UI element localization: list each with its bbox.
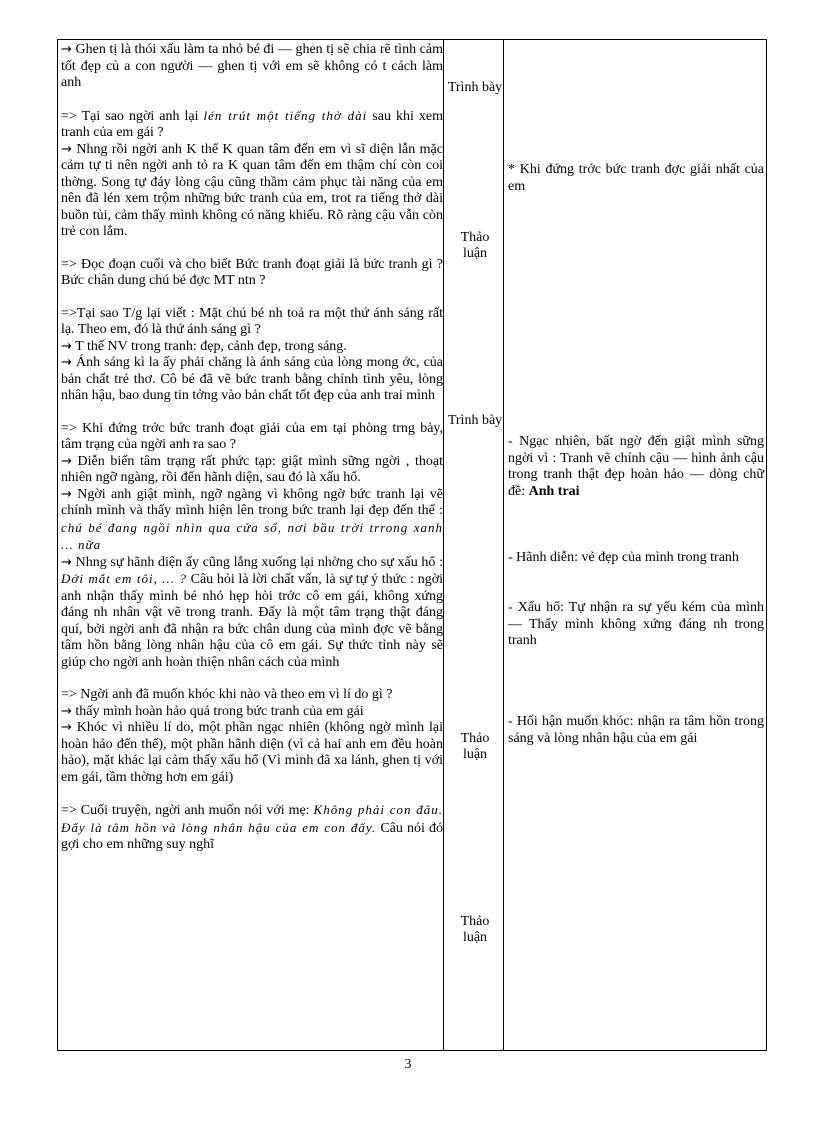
paragraph-10: → Ngời anh giật mình, ngỡ ngàng vì không ngờ bức tranh lại vẽ chính mình và thấy mình hiện lên trong bức tranh lại đẹp đến thế : chú bé đang ngồi nhìn qua cửa sổ, nơi bầu trời trrong xanh ... nữa [61,486,443,552]
paragraph-4: => Đọc đoạn cuối và cho biết Bức tranh đoạt giải là bức tranh gì ? Bức chân dung chú bé đợc MT ntn ? [61,256,443,288]
note-3: - Hãnh diễn: vẻ đẹp của mình trong tranh [508,550,739,565]
note-4: - Xấu hổ: Tự nhận ra sự yếu kém của mình — Thấy mình không xứng đáng nh trong tranh [508,600,764,648]
paragraph-13: → thấy mình hoàn hảo quá trong bức tranh của em gái [61,703,364,719]
note-2: - Ngạc nhiên, bất ngờ đến giật mình sững ngời vì : Tranh vẽ chính cậu — hình ảnh cậu trong tranh thật đẹp hoàn hảo — dòng chữ đề: Anh trai [508,434,764,499]
paragraph-6: → T thế NV trong tranh: đẹp, cảnh đẹp, trong sáng. [61,338,347,354]
column-divider-1 [443,40,444,1050]
paragraph-7: → Ánh sáng kì la ấy phải chăng là ánh sáng của lòng mong ớc, của bản chất trẻ thơ. Cô bé đã vẽ bức tranh bằng chính tình yêu, lòng nhân hậu, bao dung tin tởng vào bản chất tốt đẹp của anh trai mình [61,355,443,403]
content-table [57,39,767,1051]
paragraph-9: → Diễn biến tâm trạng rất phức tạp: giật mình sững ngời , thoạt nhiên ngỡ ngàng, rồi đến hãnh diện, sau đó là xấu hổ. [61,453,443,485]
note-1: * Khi đứng trớc bức tranh đợc giải nhất của em [508,162,764,194]
activity-label-1: Trình bày [447,80,503,95]
paragraph-15: => Cuối truyện, ngời anh muốn nói với mẹ: Không phải con đâu. Đấy là tâm hồn và lòng nhân hậu của em con đấy. Câu nói đó gợi cho em những suy nghĩ [61,802,443,852]
main-text-column [61,42,443,854]
paragraph-2: => Tại sao ngời anh lại lén trút một tiếng thở dài sau khi xem tranh của em gái ? [61,107,443,140]
paragraph-14: → Khóc vì nhiều lí do, một phần ngạc nhiên (không ngờ mình lại hoàn hảo đến thế), một phần hãnh diện (vì cả hai anh em đều hoàn hảo), mặt khác lại cảm thấy xấu hổ (Vì mình đã xa lánh, ghen tị với em gái, tầm thờng hơn em gái) [61,720,443,785]
page-number: 3 [404,1057,412,1072]
column-divider-2 [503,40,504,1050]
paragraph-1: → Ghen tị là thói xấu làm ta nhỏ bé đi — ghen tị sẽ chia rẽ tình cảm tốt đẹp củ a con người — ghen tị với em sẽ không có t cách làm anh [61,42,443,90]
activity-label-4: Thảo luận [460,731,490,762]
activity-label-2: Thảo luận [460,230,490,261]
activity-label-3: Trình bày [447,413,503,428]
paragraph-8: => Khi đứng trớc bức tranh đoạt giải của em tại phòng trng bày, tâm trạng của ngời anh ra sao ? [61,420,443,452]
activity-label-5: Thảo luận [460,914,490,945]
note-5: - Hối hận muốn khóc: nhận ra tâm hồn trong sáng và lòng nhân hậu của em gái [508,714,764,746]
paragraph-11: → Nhng sự hãnh diện ấy cũng lắng xuống lại nhờng cho sự xấu hổ : Dới mắt em tôi, ... ? Câu hỏi là lời chất vấn, là sự tự ý thức : ngời anh nhận thấy mình bé nhỏ hẹp hòi trớc cô em gái, không xứng đáng nh nhân vật vẽ trong tranh. Đấy là một tâm trạng thật đáng quí, bởi ngời anh đã nhận ra bức chân dung của mình đợc vẽ bằng tâm hồn bằng lòng nhân hậu của cô em gái. Sự thức tỉnh này sẽ giúp cho ngời anh hoàn thiện nhân cách của mình [61,554,443,670]
paragraph-3: → Nhng rồi ngời anh K thể K quan tâm đến em vì sĩ diện lẫn mặc cảm tự ti nên ngời anh tỏ ra K quan tâm đến em thậm chí còn coi thờng. Song tự đáy lòng cậu cũng thầm cảm phục tài năng của em nên đã lén xem trộm những bức tranh của em, trot ra tiếng thở dài buồn tủi, cảm thấy mình không có năng khiếu. Rõ ràng cậu vẫn còn trẻ con lắm. [61,141,443,239]
paragraph-12: => Ngời anh đã muốn khóc khi nào và theo em vì lí do gì ? [61,687,393,702]
paragraph-5: =>Tại sao T/g lại viết : Mặt chú bé nh toả ra một thứ ánh sáng rất lạ. Theo em, đó là thứ ánh sáng gì ? [61,305,443,337]
